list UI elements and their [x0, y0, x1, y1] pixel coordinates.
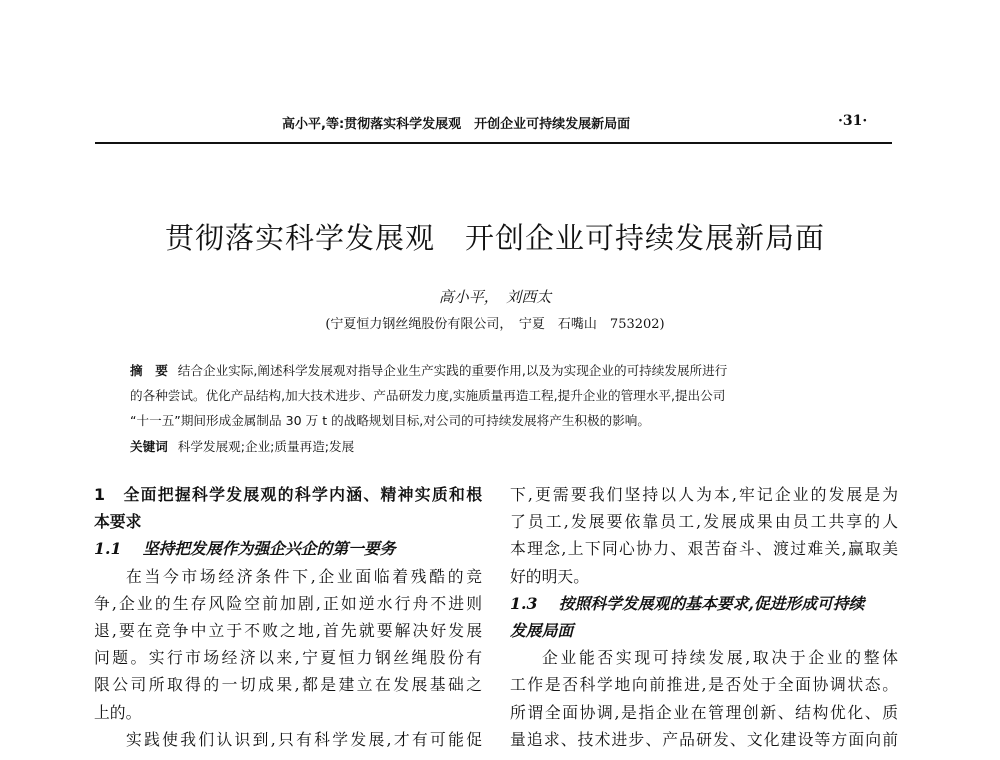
- body-line: 了员工,发展要依靠员工,发展成果由员工共享的人: [510, 512, 898, 532]
- body-line: 下,更需要我们坚持以人为本,牢记企业的发展是为: [510, 485, 898, 504]
- paper-title: 贯彻落实科学发展观 开创企业可持续发展新局面: [164, 221, 825, 255]
- abstract-line: 的各种尝试。优化产品结构,加大技术进步、产品研发力度,实施质量再造工程,提升企业的管理水平,提出公司: [130, 388, 726, 403]
- body-line: 问题。实行市场经济以来,宁夏恒力钢丝绳股份有: [94, 648, 482, 668]
- abstract-line: “十一五”期间形成金属制品 30 万 t 的战略规划目标,对公司的可持续发展将产生积极的影响。: [130, 413, 650, 428]
- section-heading: 本要求: [94, 512, 142, 532]
- body-line: 企业能否实现可持续发展,取决于企业的整体: [542, 648, 898, 668]
- abstract-line: [130, 360, 727, 379]
- body-line: 在当今市场经济条件下,企业面临着残酷的竞: [126, 566, 482, 586]
- body-line: 上的。: [94, 702, 142, 722]
- abstract-label: 摘 要: [130, 363, 168, 378]
- right-column: [510, 481, 898, 753]
- subsection-heading: 1.1 坚持把发展作为强企兴企的第一要务: [94, 539, 396, 559]
- affiliation: (宁夏恒力钢丝绳股份有限公司， 宁夏 石嘴山 753202): [325, 317, 665, 332]
- section-heading: 1 全面把握科学发展观的科学内涵、精神实质和根: [94, 485, 482, 504]
- body-line: 工作是否科学地向前推进,是否处于全面协调状态。: [510, 675, 898, 695]
- abstract-text: 结合企业实际,阐述科学发展观对指导企业生产实践的重要作用,以及为实现企业的可持续发展所进行: [177, 363, 728, 378]
- body-line: 实践使我们认识到,只有科学发展,才有可能促: [126, 729, 482, 749]
- header-rule: [95, 142, 892, 144]
- body-line: 好的明天。: [510, 566, 589, 586]
- body-line: 争,企业的生存风险空前加剧,正如逆水行舟不进则: [94, 593, 482, 613]
- keywords-text: 科学发展观;企业;质量再造;发展: [177, 439, 355, 454]
- keywords-line: [130, 436, 354, 455]
- body-line: 本理念,上下同心协力、艰苦奋斗、渡过难关,赢取美: [510, 539, 898, 559]
- running-head: 高小平,等:贯彻落实科学发展观 开创企业可持续发展新局面: [282, 117, 631, 132]
- body-line: 退,要在竞争中立于不败之地,首先就要解决好发展: [94, 620, 482, 640]
- page-number: ·31·: [838, 113, 868, 129]
- body-line: 量追求、技术进步、产品研发、文化建设等方面向前: [510, 729, 898, 749]
- body-line: 限公司所取得的一切成果,都是建立在发展基础之: [94, 675, 482, 695]
- subsection-heading: 发展局面: [510, 620, 574, 640]
- keywords-label: 关键词: [130, 439, 168, 454]
- left-column: [94, 481, 482, 753]
- body-line: 所谓全面协调,是指企业在管理创新、结构优化、质: [510, 702, 898, 722]
- authors: 高小平， 刘西太: [438, 288, 552, 306]
- subsection-heading: 1.3 按照科学发展观的基本要求,促进形成可持续: [510, 593, 865, 613]
